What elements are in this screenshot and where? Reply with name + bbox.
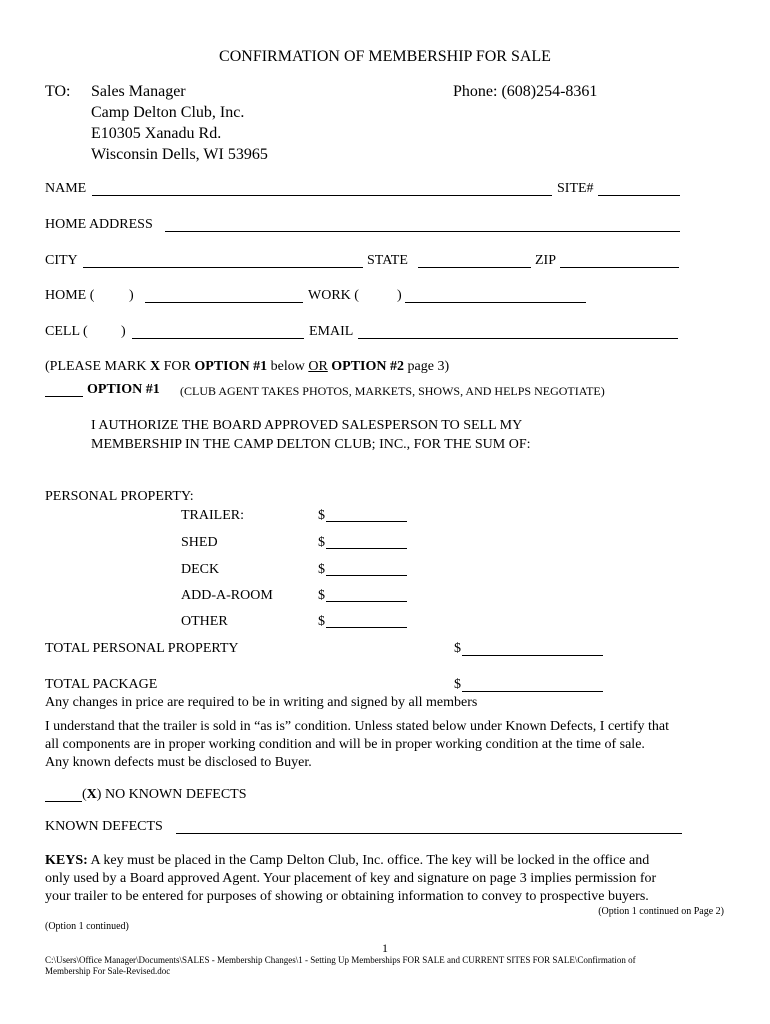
work-phone-paren: ) [397, 288, 402, 303]
name-label: NAME [45, 181, 87, 196]
trailer-amount-field[interactable] [326, 521, 407, 522]
home-phone-paren: ) [129, 288, 134, 303]
option1-checkbox-line[interactable] [45, 396, 83, 397]
email-field[interactable] [358, 338, 678, 339]
personal-property-heading: PERSONAL PROPERTY: [45, 489, 194, 504]
trailer-label: TRAILER: [181, 508, 244, 523]
known-defects-field[interactable] [176, 833, 682, 834]
state-field[interactable] [418, 267, 531, 268]
home-phone-label: HOME ( [45, 288, 95, 303]
total-package-field[interactable] [462, 691, 603, 692]
footer-file-path: C:\Users\Office Manager\Documents\SALES - Membership Changes\1 - Setting Up Memberships FOR SALE and CURRENT SITES FOR SALE\Confirmation of [45, 955, 636, 965]
recipient-line: E10305 Xanadu Rd. [91, 125, 222, 142]
add-a-room-label: ADD-A-ROOM [181, 588, 273, 603]
page-title: CONFIRMATION OF MEMBERSHIP FOR SALE [219, 48, 551, 65]
price-change-note: Any changes in price are required to be in writing and signed by all members [45, 695, 478, 710]
continued-note: (Option 1 continued on Page 2) [598, 906, 724, 917]
option1-description: (CLUB AGENT TAKES PHOTOS, MARKETS, SHOWS, AND HELPS NEGOTIATE) [180, 384, 605, 398]
recipient-line: Sales Manager [91, 83, 186, 100]
currency-sign: $ [318, 614, 325, 629]
condition-text: all components are in proper working condition and will be in proper working condition at the time of sale. [45, 737, 645, 752]
option1-label: OPTION #1 [87, 382, 160, 397]
work-phone-label: WORK ( [308, 288, 359, 303]
home-phone-field[interactable] [145, 302, 303, 303]
site-label: SITE# [557, 181, 594, 196]
keys-paragraph-line: your trailer to be entered for purposes of showing or obtaining information to convey to prospective buyers. [45, 889, 649, 904]
other-label: OTHER [181, 614, 228, 629]
currency-sign: $ [454, 677, 461, 692]
shed-amount-field[interactable] [326, 548, 407, 549]
recipient-line: Wisconsin Dells, WI 53965 [91, 146, 268, 163]
total-personal-property-field[interactable] [462, 655, 603, 656]
home-address-field[interactable] [165, 231, 680, 232]
authorize-line: I AUTHORIZE THE BOARD APPROVED SALESPERSON TO SELL MY [91, 418, 523, 433]
recipient-line: Camp Delton Club, Inc. [91, 104, 245, 121]
keys-paragraph-line: only used by a Board approved Agent. Your placement of key and signature on page 3 implies permission for [45, 871, 657, 886]
known-defects-label: KNOWN DEFECTS [45, 819, 163, 834]
cell-paren: ) [121, 324, 126, 339]
phone-number: Phone: (608)254-8361 [453, 83, 598, 100]
authorize-line: MEMBERSHIP IN THE CAMP DELTON CLUB; INC., FOR THE SUM OF: [91, 437, 531, 452]
total-personal-property-label: TOTAL PERSONAL PROPERTY [45, 641, 239, 656]
name-field[interactable] [92, 195, 552, 196]
currency-sign: $ [454, 641, 461, 656]
state-label: STATE [367, 253, 408, 268]
no-defects-checkbox-line[interactable] [45, 801, 82, 802]
condition-text: I understand that the trailer is sold in “as is” condition. Unless stated below under Known Defects, I certify that [45, 719, 669, 734]
deck-label: DECK [181, 562, 220, 577]
page-number: 1 [382, 941, 388, 955]
currency-sign: $ [318, 588, 325, 603]
footer-file-path: Membership For Sale-Revised.doc [45, 966, 171, 976]
work-phone-field[interactable] [405, 302, 586, 303]
to-label: TO: [45, 83, 71, 100]
city-field[interactable] [83, 267, 363, 268]
zip-label: ZIP [535, 253, 556, 268]
zip-field[interactable] [560, 267, 679, 268]
deck-amount-field[interactable] [326, 575, 407, 576]
condition-text: Any known defects must be disclosed to Buyer. [45, 755, 312, 770]
option-instruction: (PLEASE MARK X FOR OPTION #1 below OR OPTION #2 page 3) [45, 359, 450, 374]
no-known-defects-label: (X) NO KNOWN DEFECTS [82, 787, 247, 802]
shed-label: SHED [181, 535, 218, 550]
other-amount-field[interactable] [326, 627, 407, 628]
currency-sign: $ [318, 535, 325, 550]
city-label: CITY [45, 253, 78, 268]
home-address-label: HOME ADDRESS [45, 217, 153, 232]
total-package-label: TOTAL PACKAGE [45, 677, 158, 692]
continued-note: (Option 1 continued) [45, 921, 129, 932]
site-field[interactable] [598, 195, 680, 196]
cell-field[interactable] [132, 338, 304, 339]
email-label: EMAIL [309, 324, 354, 339]
currency-sign: $ [318, 562, 325, 577]
add-a-room-amount-field[interactable] [326, 601, 407, 602]
cell-label: CELL ( [45, 324, 88, 339]
keys-paragraph: KEYS: A key must be placed in the Camp Delton Club, Inc. office. The key will be locked in the office and [45, 853, 650, 868]
currency-sign: $ [318, 508, 325, 523]
